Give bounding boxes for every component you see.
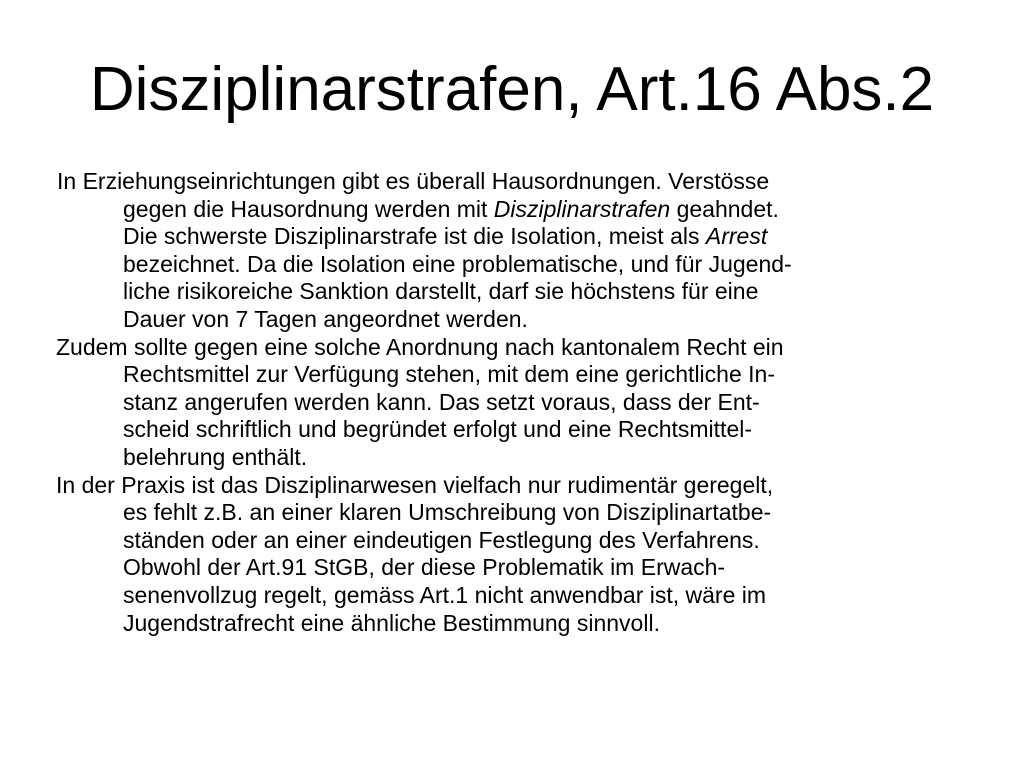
paragraph-praxis [56, 472, 976, 638]
text-line: Obwohl der Art.91 StGB, der diese Problematik im Erwach- [123, 554, 726, 581]
text-line: Dauer von 7 Tagen angeordnet werden. [123, 305, 528, 332]
text-line: scheid schriftlich und begründet erfolgt und eine Rechtsmittel- [123, 416, 753, 443]
text-fragment: gegen die Hausordnung werden mit [123, 195, 494, 222]
text-fragment: Die schwerste Disziplinarstrafe ist die Isolation, meist als [123, 223, 706, 250]
slide-title: Disziplinarstrafen, Art.16 Abs.2 [89, 55, 935, 124]
text-line: In Erziehungseinrichtungen gibt es überall Hausordnungen. Verstösse [57, 168, 770, 194]
text-line: stanz angerufen werden kann. Das setzt voraus, dass der Ent- [123, 388, 760, 415]
paragraph-rechtsmittel [56, 334, 976, 472]
emphasized-term: Disziplinarstrafen [493, 195, 671, 222]
text-line: In der Praxis ist das Disziplinarwesen vielfach nur rudimentär geregelt, [56, 471, 774, 498]
text-line: Rechtsmittel zur Verfügung stehen, mit dem eine gerichtliche In- [123, 361, 775, 388]
text-line [56, 196, 976, 224]
text-line: liche risikoreiche Sanktion darstellt, darf sie höchstens für eine [123, 278, 759, 305]
text-line: Zudem sollte gegen eine solche Anordnung nach kantonalem Recht ein [56, 333, 784, 360]
slide-body [56, 168, 976, 637]
text-line: belehrung enthält. [123, 443, 308, 470]
text-fragment: geahndet. [670, 195, 779, 222]
text-line: es fehlt z.B. an einer klaren Umschreibung von Disziplinartatbe- [123, 499, 772, 526]
text-line: Jugendstrafrecht eine ähnliche Bestimmung sinnvoll. [123, 609, 660, 636]
paragraph-hausordnungen [56, 168, 976, 334]
emphasized-term: Arrest [705, 223, 768, 250]
text-line: ständen oder an einer eindeutigen Festlegung des Verfahrens. [123, 526, 760, 553]
text-line [56, 223, 976, 251]
text-line: bezeichnet. Da die Isolation eine problematische, und für Jugend- [123, 250, 792, 277]
text-line: senenvollzug regelt, gemäss Art.1 nicht anwendbar ist, wäre im [123, 581, 767, 608]
